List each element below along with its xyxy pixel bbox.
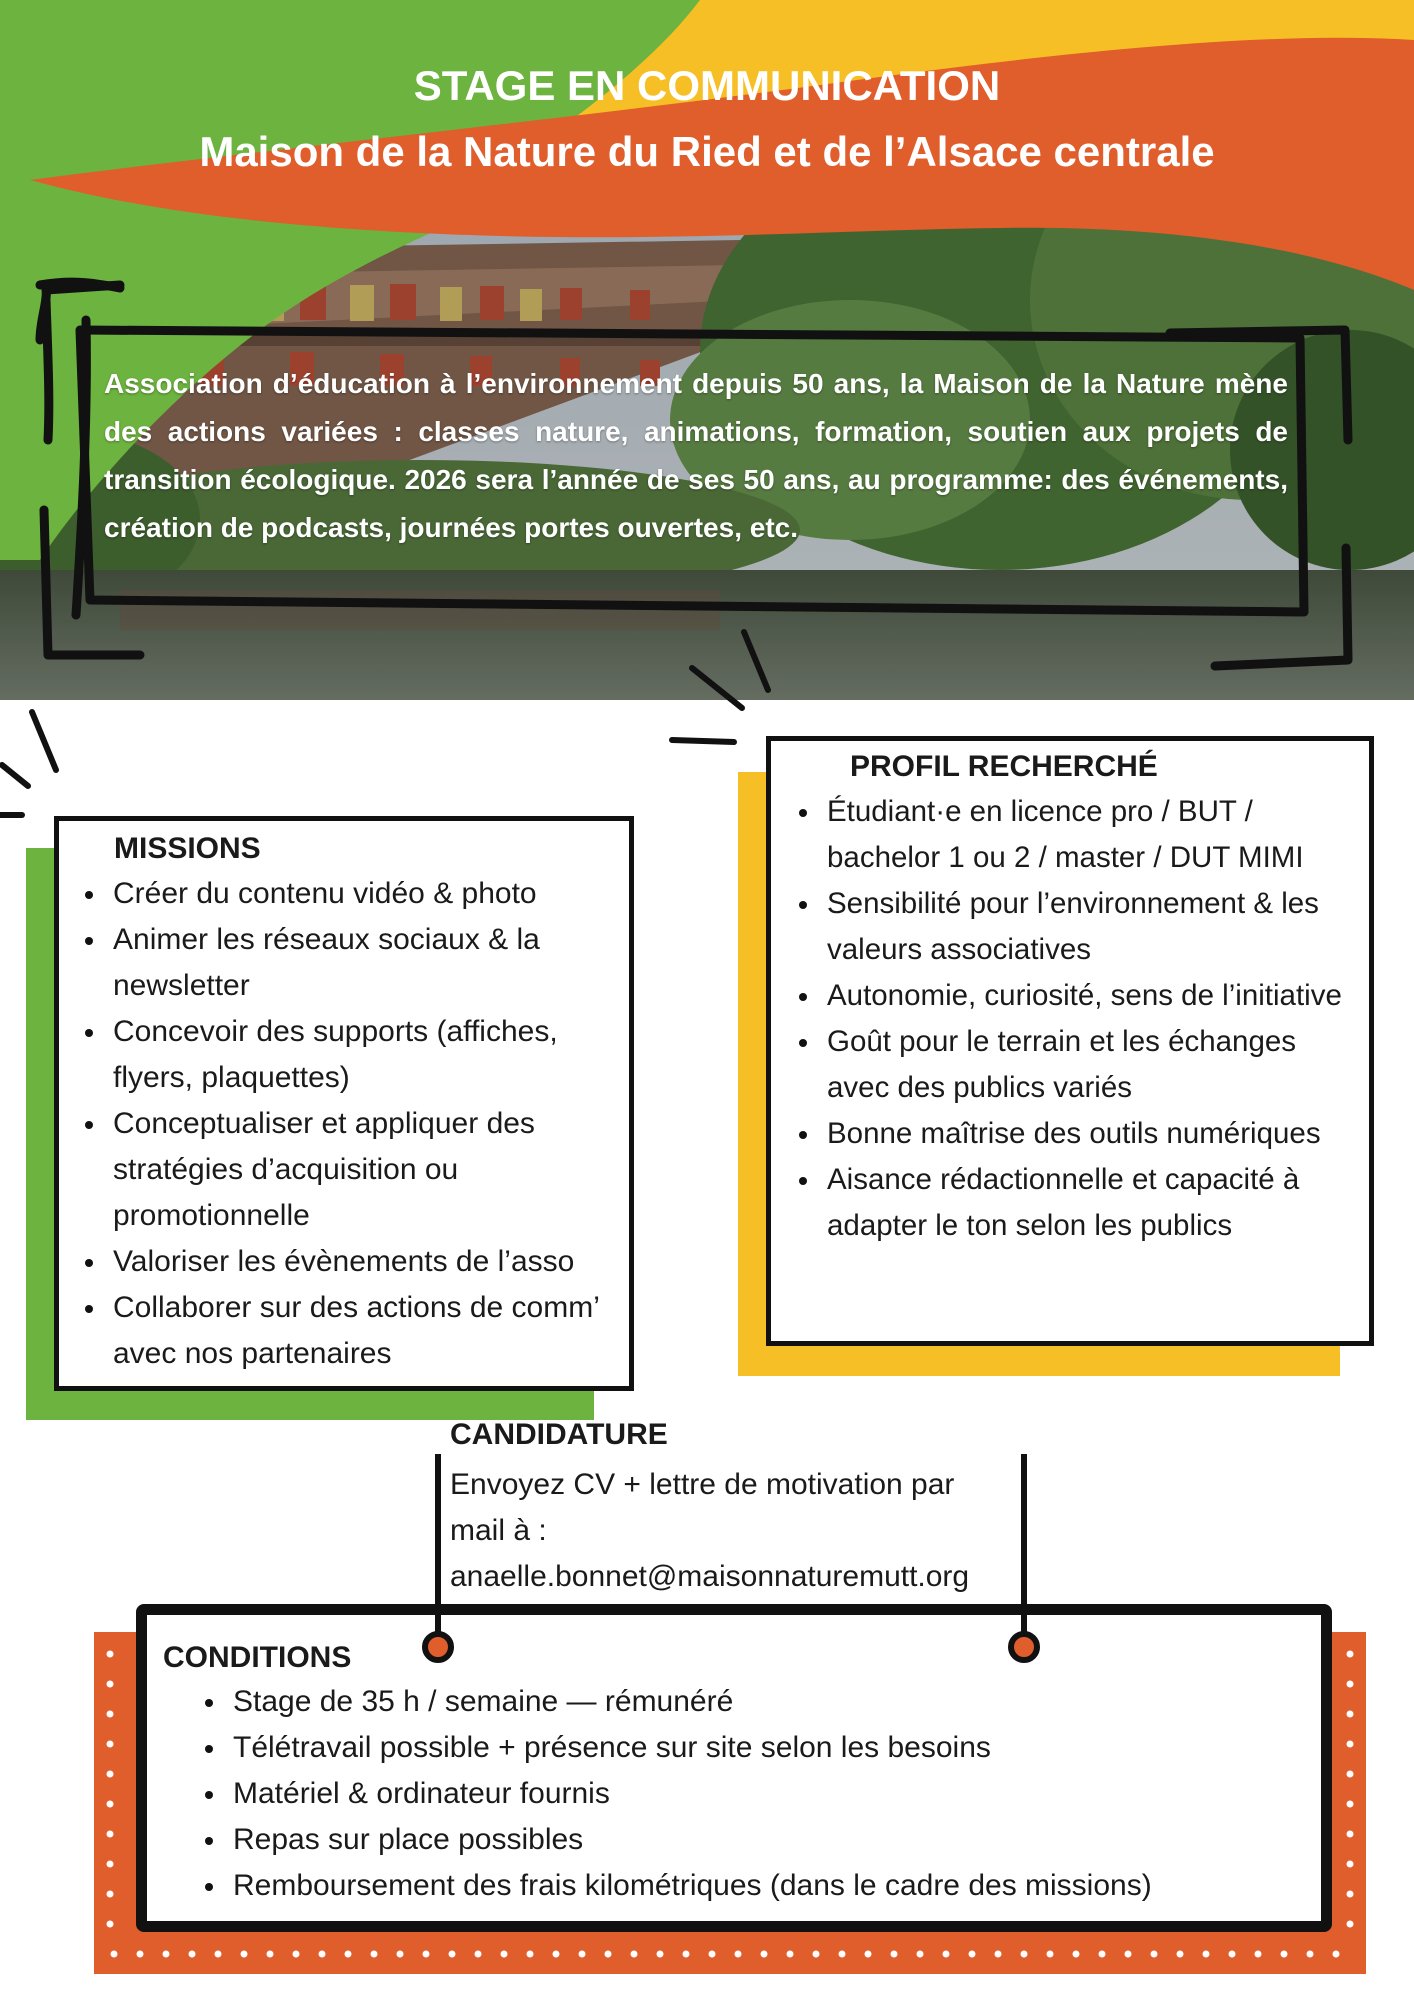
decor-dot (1347, 1891, 1354, 1898)
decor-dot (553, 1951, 560, 1958)
list-item: Aisance rédactionnelle et capacité à adapter le ton selon les publics (795, 1157, 1363, 1249)
list-item: Sensibilité pour l’environnement & les valeurs associatives (795, 881, 1363, 973)
decor-dot (1347, 1861, 1354, 1868)
decor-dot (1333, 1951, 1340, 1958)
decor-dot (761, 1951, 768, 1958)
missions-card (54, 816, 634, 1391)
list-item: Collaborer sur des actions de comm’ avec nos partenaires (81, 1285, 619, 1377)
missions-title: MISSIONS (114, 832, 261, 865)
decor-dot (107, 1711, 114, 1718)
list-item: Autonomie, curiosité, sens de l’initiative (795, 973, 1363, 1019)
decor-dot (943, 1951, 950, 1958)
decor-dot (1347, 1681, 1354, 1688)
decor-dot (839, 1951, 846, 1958)
decor-dot (527, 1951, 534, 1958)
decor-dot (579, 1951, 586, 1958)
list-item: Repas sur place possibles (201, 1817, 1321, 1863)
decor-dot (371, 1951, 378, 1958)
list-item: Remboursement des frais kilométriques (dans le cadre des missions) (201, 1863, 1321, 1909)
candidature-email[interactable]: anaelle.bonnet@maisonnaturemutt.org (450, 1560, 970, 1593)
decor-dot (891, 1951, 898, 1958)
decor-dot (1281, 1951, 1288, 1958)
decor-dot (683, 1951, 690, 1958)
conditions-title: CONDITIONS (163, 1641, 352, 1674)
decor-dot (1229, 1951, 1236, 1958)
list-item: Télétravail possible + présence sur site selon les besoins (201, 1725, 1321, 1771)
decor-dot (917, 1951, 924, 1958)
page-title: STAGE EN COMMUNICATION (413, 62, 1001, 109)
decor-dot (293, 1951, 300, 1958)
decor-dot (215, 1951, 222, 1958)
list-item: Stage de 35 h / semaine — rémunéré (201, 1679, 1321, 1725)
decor-dot (107, 1741, 114, 1748)
list-item: Valoriser les évènements de l’asso (81, 1239, 619, 1285)
decor-dot (1073, 1951, 1080, 1958)
conditions-list (201, 1679, 1321, 1909)
decor-dot (423, 1951, 430, 1958)
decor-dot (1099, 1951, 1106, 1958)
decor-dot (107, 1771, 114, 1778)
decor-dot (1021, 1951, 1028, 1958)
decor-dot (1125, 1951, 1132, 1958)
list-item: Matériel & ordinateur fournis (201, 1771, 1321, 1817)
decor-dot (107, 1861, 114, 1868)
decor-dot (189, 1951, 196, 1958)
list-item: Conceptualiser et appliquer des stratégies d’acquisition ou promotionnelle (81, 1101, 619, 1239)
decor-dot (657, 1951, 664, 1958)
decor-dot (1203, 1951, 1210, 1958)
decor-dot (107, 1801, 114, 1808)
intro-paragraph: Association d’éducation à l’environnement depuis 50 ans, la Maison de la Nature mène des actions variées : classes nature, animations, formation, soutien aux projets de transition écologique. 2026 sera l’année de ses 50 ans, au programme: des événements, création de podcasts, journées portes ouvertes, etc. (104, 368, 1288, 543)
decor-dot (107, 1831, 114, 1838)
decor-dot (605, 1951, 612, 1958)
decor-dot (1307, 1951, 1314, 1958)
decor-dot (995, 1951, 1002, 1958)
missions-list (81, 871, 619, 1377)
decor-dot (111, 1951, 118, 1958)
decor-dot (267, 1951, 274, 1958)
profil-title: PROFIL RECHERCHÉ (850, 750, 1158, 783)
decor-dot (787, 1951, 794, 1958)
candidature-line: mail à : (450, 1514, 547, 1547)
decor-dot (1347, 1921, 1354, 1928)
decor-dot (1177, 1951, 1184, 1958)
decor-dot (631, 1951, 638, 1958)
decor-dot (709, 1951, 716, 1958)
decor-dot (319, 1951, 326, 1958)
connector-lines (0, 1450, 1414, 1670)
profil-list (795, 789, 1363, 1249)
profil-card (766, 736, 1374, 1346)
list-item: Concevoir des supports (affiches, flyers, plaquettes) (81, 1009, 619, 1101)
decor-dot (1347, 1771, 1354, 1778)
decor-dot (137, 1951, 144, 1958)
decor-dot (107, 1681, 114, 1688)
decor-dot (449, 1951, 456, 1958)
decor-dot (501, 1951, 508, 1958)
decor-dot (1347, 1711, 1354, 1718)
decor-dot (475, 1951, 482, 1958)
decor-dot (813, 1951, 820, 1958)
decor-dot (1347, 1801, 1354, 1808)
decor-dot (241, 1951, 248, 1958)
list-item: Étudiant·e en licence pro / BUT / bachelor 1 ou 2 / master / DUT MIMI (795, 789, 1363, 881)
list-item: Bonne maîtrise des outils numériques (795, 1111, 1363, 1157)
decor-dot (107, 1891, 114, 1898)
list-item: Créer du contenu vidéo & photo (81, 871, 619, 917)
decor-dot (1047, 1951, 1054, 1958)
page-subtitle: Maison de la Nature du Ried et de l’Alsace centrale (199, 128, 1215, 175)
decor-dot (163, 1951, 170, 1958)
decor-dot (1347, 1741, 1354, 1748)
candidature-title: CANDIDATURE (450, 1418, 668, 1451)
list-item: Animer les réseaux sociaux & la newsletter (81, 917, 619, 1009)
decor-dot (735, 1951, 742, 1958)
decor-dot (1255, 1951, 1262, 1958)
decor-dot (1347, 1831, 1354, 1838)
decor-dot (969, 1951, 976, 1958)
decor-dot (865, 1951, 872, 1958)
decor-dot (1151, 1951, 1158, 1958)
decor-dot (107, 1921, 114, 1928)
decor-dot (397, 1951, 404, 1958)
candidature-line: Envoyez CV + lettre de motivation par (450, 1468, 955, 1501)
list-item: Goût pour le terrain et les échanges avec des publics variés (795, 1019, 1363, 1111)
decor-dot (345, 1951, 352, 1958)
